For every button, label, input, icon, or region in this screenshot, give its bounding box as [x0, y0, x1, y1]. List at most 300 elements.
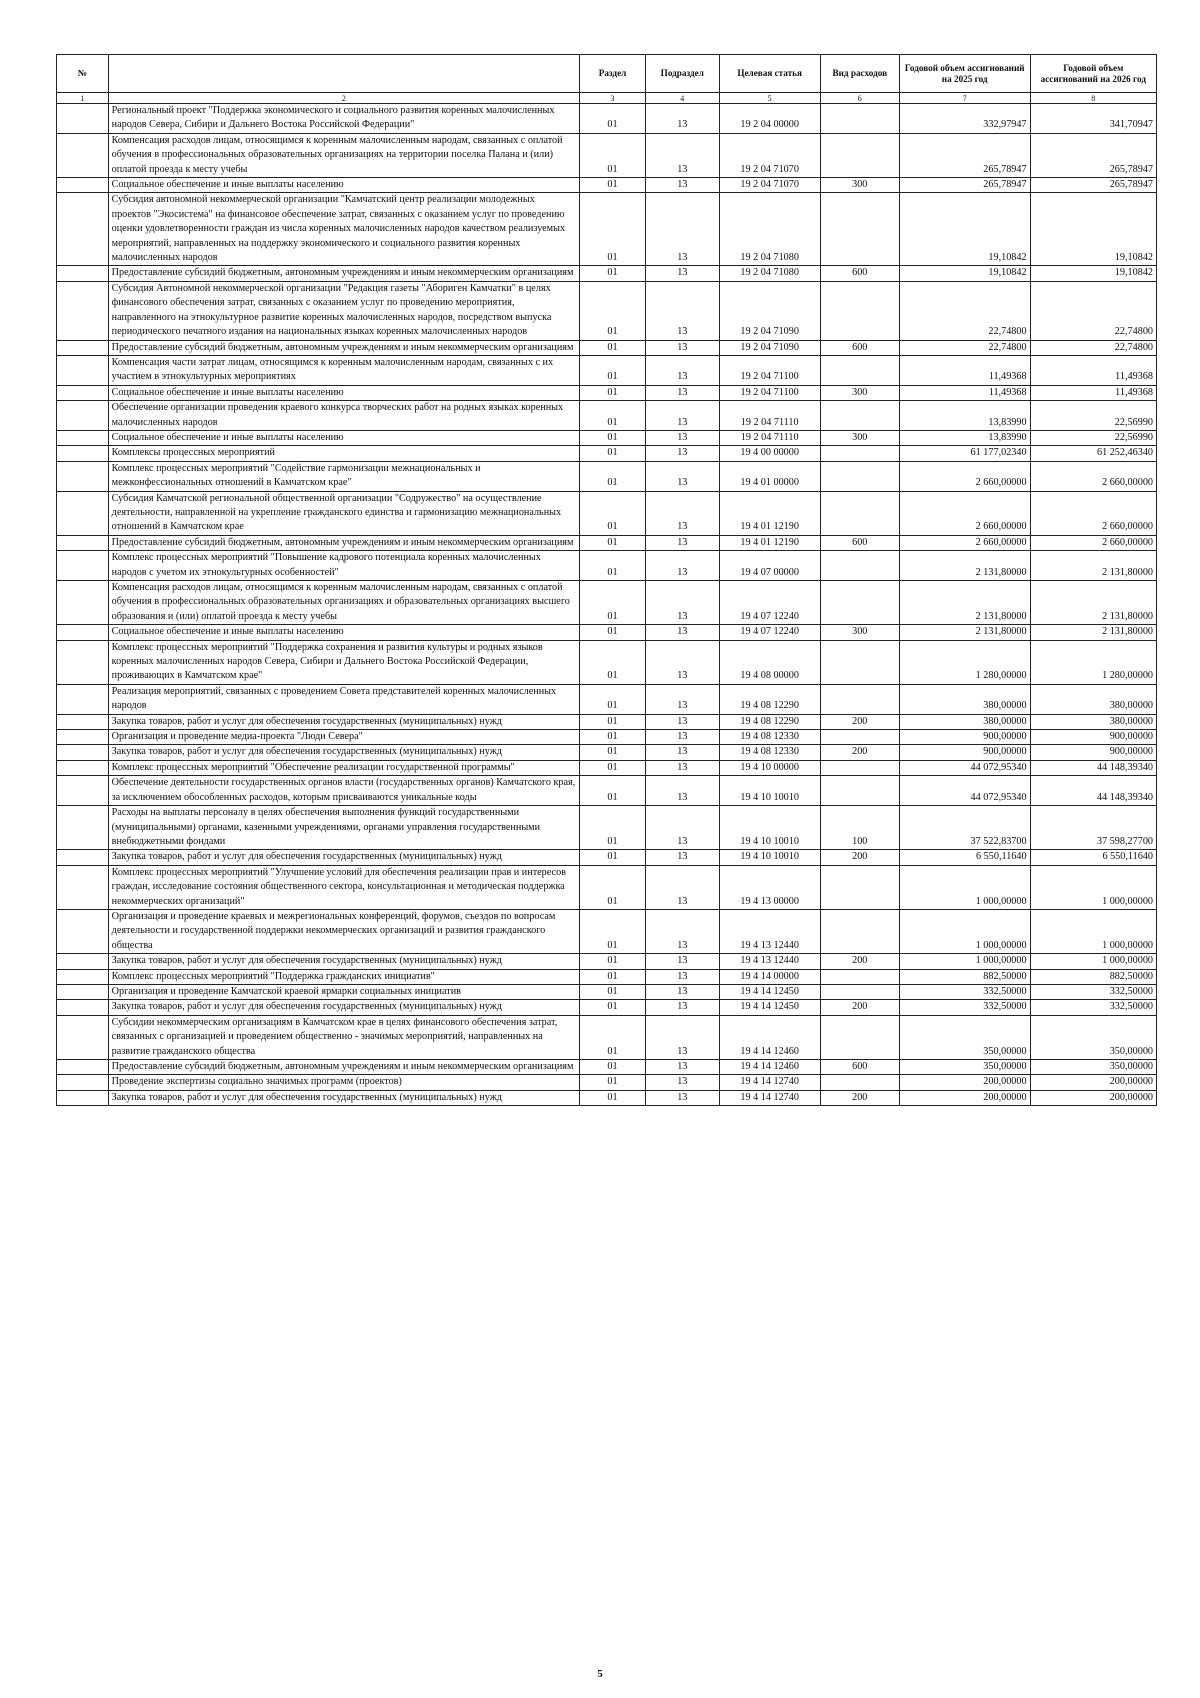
row-target-article: 19 4 01 12190	[719, 491, 820, 535]
col-description-header	[108, 55, 579, 93]
row-amount-2025: 2 131,80000	[899, 581, 1030, 625]
column-number: 7	[899, 93, 1030, 104]
row-razdel: 01	[580, 969, 646, 984]
row-amount-2026: 44 148,39340	[1030, 760, 1156, 775]
row-amount-2025: 1 280,00000	[899, 640, 1030, 684]
row-number-cell	[57, 745, 109, 760]
table-row	[57, 714, 1157, 729]
row-expense-type	[820, 401, 899, 431]
row-amount-2026: 341,70947	[1030, 104, 1156, 134]
row-amount-2026: 1 280,00000	[1030, 640, 1156, 684]
row-razdel: 01	[580, 104, 646, 134]
row-description: Комплекс процессных мероприятий "Содействие гармонизации межнациональных и межконфессиональных отношений в Камчатском крае"	[108, 461, 579, 491]
row-razdel: 01	[580, 1090, 646, 1105]
row-description: Предоставление субсидий бюджетным, автономным учреждениям и иным некоммерческим организациям	[108, 1060, 579, 1075]
row-razdel: 01	[580, 1015, 646, 1059]
row-amount-2025: 11,49368	[899, 355, 1030, 385]
row-description: Социальное обеспечение и иные выплаты населению	[108, 385, 579, 400]
row-razdel: 01	[580, 551, 646, 581]
table-row	[57, 355, 1157, 385]
row-amount-2025: 265,78947	[899, 178, 1030, 193]
table-row	[57, 760, 1157, 775]
row-amount-2026: 37 598,27700	[1030, 806, 1156, 850]
table-row	[57, 551, 1157, 581]
row-amount-2026: 350,00000	[1030, 1015, 1156, 1059]
row-number-cell	[57, 760, 109, 775]
row-target-article: 19 4 08 12330	[719, 745, 820, 760]
row-number-cell	[57, 401, 109, 431]
row-number-cell	[57, 340, 109, 355]
column-number: 2	[108, 93, 579, 104]
row-podrazdel: 13	[645, 581, 719, 625]
row-description: Субсидия Автономной некоммерческой организации "Редакция газеты "Абориген Камчатки" в целях финансового обеспечения затрат, связанных с оказанием услуг по проведению мероприятия, направленного на этнокультурное развитие коренных малочисленных народов, посредством выпуска периодического печатного издания на национальных языках коренных малочисленных народов	[108, 281, 579, 340]
row-amount-2025: 44 072,95340	[899, 776, 1030, 806]
row-description: Реализация мероприятий, связанных с проведением Совета представителей коренных малочисленных народов	[108, 684, 579, 714]
column-number: 5	[719, 93, 820, 104]
row-expense-type: 200	[820, 714, 899, 729]
row-podrazdel: 13	[645, 355, 719, 385]
row-target-article: 19 2 04 71090	[719, 281, 820, 340]
column-number: 3	[580, 93, 646, 104]
row-amount-2025: 900,00000	[899, 730, 1030, 745]
row-amount-2026: 265,78947	[1030, 133, 1156, 177]
table-row	[57, 193, 1157, 266]
table-row	[57, 461, 1157, 491]
row-target-article: 19 4 00 00000	[719, 446, 820, 461]
table-row	[57, 865, 1157, 909]
row-description: Комплексы процессных мероприятий	[108, 446, 579, 461]
row-expense-type: 200	[820, 1090, 899, 1105]
row-number-cell	[57, 193, 109, 266]
row-podrazdel: 13	[645, 865, 719, 909]
row-amount-2026: 44 148,39340	[1030, 776, 1156, 806]
row-podrazdel: 13	[645, 104, 719, 134]
row-expense-type: 100	[820, 806, 899, 850]
row-razdel: 01	[580, 491, 646, 535]
row-number-cell	[57, 984, 109, 999]
row-amount-2026: 22,74800	[1030, 281, 1156, 340]
row-number-cell	[57, 850, 109, 865]
row-description: Предоставление субсидий бюджетным, автономным учреждениям и иным некоммерческим организациям	[108, 266, 579, 281]
row-razdel: 01	[580, 1075, 646, 1090]
table-row	[57, 969, 1157, 984]
row-target-article: 19 4 13 12440	[719, 954, 820, 969]
row-target-article: 19 2 04 71110	[719, 401, 820, 431]
row-description: Субсидия автономной некоммерческой организации "Камчатский центр реализации молодежных проектов "Экосистема" на финансовое обеспечение затрат, связанных с оказанием услуг по проведению оценки удовлетворенности граждан из числа коренных малочисленных народов качеством реализуемых мероприятий, направленных на поддержку экономического и социального развития коренных малочисленных народов	[108, 193, 579, 266]
row-expense-type: 200	[820, 1000, 899, 1015]
row-amount-2026: 332,50000	[1030, 1000, 1156, 1015]
table-row	[57, 745, 1157, 760]
page-number: 5	[597, 1668, 603, 1680]
row-razdel: 01	[580, 984, 646, 999]
budget-table-sheet	[56, 54, 1156, 1106]
row-razdel: 01	[580, 133, 646, 177]
row-razdel: 01	[580, 178, 646, 193]
row-amount-2025: 2 660,00000	[899, 461, 1030, 491]
row-amount-2025: 900,00000	[899, 745, 1030, 760]
table-row	[57, 730, 1157, 745]
row-target-article: 19 4 01 00000	[719, 461, 820, 491]
row-target-article: 19 2 04 71080	[719, 193, 820, 266]
row-description: Компенсация расходов лицам, относящимся к коренным малочисленным народам, связанных с оплатой обучения в профессиональных образовательных организациях и образовательных организациях высшего образования и (или) оплатой проезда к месту учебы	[108, 581, 579, 625]
row-expense-type	[820, 984, 899, 999]
row-description: Предоставление субсидий бюджетным, автономным учреждениям и иным некоммерческим организациям	[108, 340, 579, 355]
table-row	[57, 984, 1157, 999]
row-podrazdel: 13	[645, 193, 719, 266]
row-podrazdel: 13	[645, 461, 719, 491]
row-description: Комплекс процессных мероприятий "Обеспечение реализации государственной программы"	[108, 760, 579, 775]
row-amount-2026: 22,56990	[1030, 401, 1156, 431]
row-amount-2026: 380,00000	[1030, 684, 1156, 714]
row-amount-2026: 2 660,00000	[1030, 535, 1156, 550]
budget-table	[56, 54, 1157, 1106]
row-razdel: 01	[580, 850, 646, 865]
row-amount-2025: 1 000,00000	[899, 909, 1030, 953]
column-number: 1	[57, 93, 109, 104]
row-target-article: 19 4 14 12740	[719, 1090, 820, 1105]
row-amount-2025: 332,97947	[899, 104, 1030, 134]
row-podrazdel: 13	[645, 760, 719, 775]
row-amount-2026: 200,00000	[1030, 1090, 1156, 1105]
row-amount-2025: 332,50000	[899, 1000, 1030, 1015]
row-target-article: 19 2 04 71100	[719, 355, 820, 385]
row-amount-2026: 2 131,80000	[1030, 581, 1156, 625]
row-podrazdel: 13	[645, 551, 719, 581]
column-number: 8	[1030, 93, 1156, 104]
row-podrazdel: 13	[645, 1075, 719, 1090]
row-number-cell	[57, 104, 109, 134]
row-description: Комплекс процессных мероприятий "Поддержка гражданских инициатив"	[108, 969, 579, 984]
table-body	[57, 104, 1157, 1106]
row-razdel: 01	[580, 266, 646, 281]
row-target-article: 19 4 13 00000	[719, 865, 820, 909]
row-amount-2025: 6 550,11640	[899, 850, 1030, 865]
row-razdel: 01	[580, 954, 646, 969]
row-amount-2026: 6 550,11640	[1030, 850, 1156, 865]
row-amount-2026: 900,00000	[1030, 745, 1156, 760]
column-number: 4	[645, 93, 719, 104]
table-row	[57, 1000, 1157, 1015]
col-podrazdel-header: Подраздел	[645, 55, 719, 93]
row-target-article: 19 4 10 10010	[719, 776, 820, 806]
row-expense-type: 200	[820, 850, 899, 865]
table-row	[57, 684, 1157, 714]
row-expense-type	[820, 133, 899, 177]
row-target-article: 19 2 04 00000	[719, 104, 820, 134]
row-expense-type	[820, 684, 899, 714]
row-expense-type	[820, 355, 899, 385]
row-expense-type	[820, 776, 899, 806]
row-expense-type: 600	[820, 535, 899, 550]
row-podrazdel: 13	[645, 969, 719, 984]
table-row	[57, 430, 1157, 445]
row-expense-type	[820, 1015, 899, 1059]
row-amount-2025: 350,00000	[899, 1060, 1030, 1075]
table-row	[57, 491, 1157, 535]
row-expense-type: 300	[820, 178, 899, 193]
row-amount-2025: 2 660,00000	[899, 535, 1030, 550]
row-amount-2026: 2 660,00000	[1030, 461, 1156, 491]
table-row	[57, 1060, 1157, 1075]
row-description: Закупка товаров, работ и услуг для обеспечения государственных (муниципальных) нужд	[108, 850, 579, 865]
row-amount-2026: 380,00000	[1030, 714, 1156, 729]
row-description: Региональный проект "Поддержка экономического и социального развития коренных малочисленных народов Севера, Сибири и Дальнего Востока Российской Федерации"	[108, 104, 579, 134]
row-expense-type	[820, 193, 899, 266]
row-amount-2025: 22,74800	[899, 281, 1030, 340]
row-number-cell	[57, 954, 109, 969]
row-target-article: 19 4 14 00000	[719, 969, 820, 984]
col-expense-type-header: Вид расходов	[820, 55, 899, 93]
row-razdel: 01	[580, 625, 646, 640]
row-razdel: 01	[580, 730, 646, 745]
row-target-article: 19 4 08 12330	[719, 730, 820, 745]
row-target-article: 19 4 10 10010	[719, 806, 820, 850]
row-amount-2025: 61 177,02340	[899, 446, 1030, 461]
row-podrazdel: 13	[645, 401, 719, 431]
row-amount-2025: 1 000,00000	[899, 865, 1030, 909]
col-number-header: №	[57, 55, 109, 93]
row-expense-type: 300	[820, 430, 899, 445]
row-target-article: 19 4 10 10010	[719, 850, 820, 865]
row-target-article: 19 2 04 71080	[719, 266, 820, 281]
row-amount-2025: 13,83990	[899, 401, 1030, 431]
row-number-cell	[57, 551, 109, 581]
row-description: Закупка товаров, работ и услуг для обеспечения государственных (муниципальных) нужд	[108, 1000, 579, 1015]
row-amount-2025: 2 131,80000	[899, 625, 1030, 640]
row-expense-type: 600	[820, 340, 899, 355]
row-description: Комплекс процессных мероприятий "Улучшение условий для обеспечения реализации прав и интересов граждан, исследование состояния общественного сектора, консультационная и методическая поддержка некоммерческих организаций"	[108, 865, 579, 909]
row-razdel: 01	[580, 385, 646, 400]
row-amount-2026: 19,10842	[1030, 266, 1156, 281]
row-amount-2026: 1 000,00000	[1030, 865, 1156, 909]
row-number-cell	[57, 1060, 109, 1075]
table-row	[57, 535, 1157, 550]
row-amount-2025: 2 131,80000	[899, 551, 1030, 581]
row-podrazdel: 13	[645, 625, 719, 640]
row-podrazdel: 13	[645, 446, 719, 461]
row-expense-type	[820, 551, 899, 581]
row-number-cell	[57, 491, 109, 535]
table-row	[57, 266, 1157, 281]
row-number-cell	[57, 266, 109, 281]
row-razdel: 01	[580, 1000, 646, 1015]
row-razdel: 01	[580, 281, 646, 340]
row-target-article: 19 4 08 00000	[719, 640, 820, 684]
row-target-article: 19 4 13 12440	[719, 909, 820, 953]
row-expense-type	[820, 640, 899, 684]
row-amount-2026: 2 131,80000	[1030, 551, 1156, 581]
row-target-article: 19 2 04 71100	[719, 385, 820, 400]
row-razdel: 01	[580, 909, 646, 953]
row-amount-2026: 19,10842	[1030, 193, 1156, 266]
row-number-cell	[57, 355, 109, 385]
row-target-article: 19 4 14 12450	[719, 1000, 820, 1015]
row-amount-2025: 200,00000	[899, 1075, 1030, 1090]
row-amount-2026: 1 000,00000	[1030, 954, 1156, 969]
row-target-article: 19 4 07 12240	[719, 581, 820, 625]
row-target-article: 19 4 14 12450	[719, 984, 820, 999]
row-amount-2026: 22,74800	[1030, 340, 1156, 355]
row-target-article: 19 4 01 12190	[719, 535, 820, 550]
row-podrazdel: 13	[645, 133, 719, 177]
row-target-article: 19 4 14 12460	[719, 1060, 820, 1075]
row-expense-type	[820, 281, 899, 340]
row-description: Закупка товаров, работ и услуг для обеспечения государственных (муниципальных) нужд	[108, 1090, 579, 1105]
row-razdel: 01	[580, 640, 646, 684]
row-expense-type	[820, 461, 899, 491]
row-amount-2025: 11,49368	[899, 385, 1030, 400]
row-expense-type: 200	[820, 745, 899, 760]
row-description: Комплекс процессных мероприятий "Поддержка сохранения и развития культуры и родных языков коренных малочисленных народов Севера, Сибири и Дальнего Востока Российской Федерации, проживающих в Камчатском крае"	[108, 640, 579, 684]
row-target-article: 19 4 08 12290	[719, 684, 820, 714]
row-number-cell	[57, 714, 109, 729]
row-description: Закупка товаров, работ и услуг для обеспечения государственных (муниципальных) нужд	[108, 954, 579, 969]
row-number-cell	[57, 1075, 109, 1090]
table-row	[57, 909, 1157, 953]
table-row	[57, 281, 1157, 340]
row-description: Социальное обеспечение и иные выплаты населению	[108, 430, 579, 445]
row-description: Закупка товаров, работ и услуг для обеспечения государственных (муниципальных) нужд	[108, 745, 579, 760]
row-podrazdel: 13	[645, 850, 719, 865]
row-podrazdel: 13	[645, 1000, 719, 1015]
row-description: Предоставление субсидий бюджетным, автономным учреждениям и иным некоммерческим организациям	[108, 535, 579, 550]
table-row	[57, 104, 1157, 134]
col-2025-header: Годовой объем ассигнований на 2025 год	[899, 55, 1030, 93]
row-expense-type	[820, 491, 899, 535]
row-podrazdel: 13	[645, 714, 719, 729]
row-razdel: 01	[580, 340, 646, 355]
row-description: Обеспечение организации проведения краевого конкурса творческих работ на родных языках коренных малочисленных народов	[108, 401, 579, 431]
row-description: Обеспечение деятельности государственных органов власти (государственных органов) Камчатского края, за исключением обособленных расходов, которым присваиваются уникальные коды	[108, 776, 579, 806]
row-target-article: 19 4 08 12290	[719, 714, 820, 729]
row-description: Закупка товаров, работ и услуг для обеспечения государственных (муниципальных) нужд	[108, 714, 579, 729]
row-expense-type	[820, 969, 899, 984]
row-razdel: 01	[580, 1060, 646, 1075]
row-number-cell	[57, 640, 109, 684]
row-amount-2025: 19,10842	[899, 266, 1030, 281]
row-amount-2026: 265,78947	[1030, 178, 1156, 193]
row-expense-type	[820, 760, 899, 775]
row-expense-type	[820, 104, 899, 134]
row-description: Проведение экспертизы социально значимых программ (проектов)	[108, 1075, 579, 1090]
row-number-cell	[57, 625, 109, 640]
table-row	[57, 401, 1157, 431]
row-razdel: 01	[580, 714, 646, 729]
table-row	[57, 446, 1157, 461]
row-podrazdel: 13	[645, 684, 719, 714]
row-expense-type	[820, 865, 899, 909]
row-podrazdel: 13	[645, 776, 719, 806]
row-razdel: 01	[580, 355, 646, 385]
row-number-cell	[57, 865, 109, 909]
row-target-article: 19 4 14 12740	[719, 1075, 820, 1090]
row-amount-2025: 13,83990	[899, 430, 1030, 445]
row-number-cell	[57, 446, 109, 461]
row-amount-2026: 22,56990	[1030, 430, 1156, 445]
row-razdel: 01	[580, 430, 646, 445]
row-amount-2026: 200,00000	[1030, 1075, 1156, 1090]
row-razdel: 01	[580, 446, 646, 461]
row-number-cell	[57, 385, 109, 400]
row-podrazdel: 13	[645, 1090, 719, 1105]
row-description: Социальное обеспечение и иные выплаты населению	[108, 625, 579, 640]
row-amount-2026: 2 660,00000	[1030, 491, 1156, 535]
row-number-cell	[57, 1090, 109, 1105]
row-amount-2026: 332,50000	[1030, 984, 1156, 999]
row-number-cell	[57, 178, 109, 193]
row-podrazdel: 13	[645, 430, 719, 445]
row-description: Организация и проведение Камчатской краевой ярмарки социальных инициатив	[108, 984, 579, 999]
row-razdel: 01	[580, 193, 646, 266]
row-razdel: 01	[580, 461, 646, 491]
row-expense-type: 600	[820, 1060, 899, 1075]
row-podrazdel: 13	[645, 806, 719, 850]
table-row	[57, 340, 1157, 355]
row-target-article: 19 4 07 00000	[719, 551, 820, 581]
table-row	[57, 133, 1157, 177]
row-expense-type: 200	[820, 954, 899, 969]
row-podrazdel: 13	[645, 1060, 719, 1075]
row-podrazdel: 13	[645, 984, 719, 999]
row-razdel: 01	[580, 760, 646, 775]
row-podrazdel: 13	[645, 178, 719, 193]
row-description: Компенсация расходов лицам, относящимся к коренным малочисленным народам, связанных с оплатой обучения в профессиональных образовательных организациях на территории поселка Палана и (или) оплатой проезда к месту учебы	[108, 133, 579, 177]
row-razdel: 01	[580, 684, 646, 714]
row-number-cell	[57, 684, 109, 714]
row-description: Субсидия Камчатской региональной общественной организации "Содружество" на осуществление деятельности, направленной на укрепление гражданского единства и гармонизацию межнациональных отношений в Камчатском крае	[108, 491, 579, 535]
row-target-article: 19 2 04 71070	[719, 133, 820, 177]
table-row	[57, 954, 1157, 969]
row-amount-2026: 350,00000	[1030, 1060, 1156, 1075]
row-podrazdel: 13	[645, 266, 719, 281]
table-row	[57, 385, 1157, 400]
row-amount-2025: 265,78947	[899, 133, 1030, 177]
row-podrazdel: 13	[645, 281, 719, 340]
row-number-cell	[57, 909, 109, 953]
row-description: Комплекс процессных мероприятий "Повышение кадрового потенциала коренных малочисленных народов с учетом их этнокультурных особенностей"	[108, 551, 579, 581]
row-number-cell	[57, 581, 109, 625]
row-podrazdel: 13	[645, 730, 719, 745]
row-description: Расходы на выплаты персоналу в целях обеспечения выполнения функций государственными (муниципальными) органами, казенными учреждениями, органами управления государственными внебюджетными фондами	[108, 806, 579, 850]
row-podrazdel: 13	[645, 1015, 719, 1059]
row-podrazdel: 13	[645, 954, 719, 969]
row-amount-2025: 332,50000	[899, 984, 1030, 999]
row-description: Компенсация части затрат лицам, относящимся к коренным малочисленным народам, связанных с их участием в этнокультурных мероприятиях	[108, 355, 579, 385]
row-number-cell	[57, 730, 109, 745]
row-target-article: 19 2 04 71110	[719, 430, 820, 445]
table-row	[57, 178, 1157, 193]
row-amount-2026: 900,00000	[1030, 730, 1156, 745]
row-number-cell	[57, 535, 109, 550]
table-row	[57, 1075, 1157, 1090]
table-row	[57, 640, 1157, 684]
row-expense-type: 600	[820, 266, 899, 281]
row-number-cell	[57, 281, 109, 340]
row-razdel: 01	[580, 581, 646, 625]
table-row	[57, 850, 1157, 865]
row-amount-2025: 350,00000	[899, 1015, 1030, 1059]
table-row	[57, 1090, 1157, 1105]
row-expense-type	[820, 730, 899, 745]
header-row	[57, 55, 1157, 93]
row-amount-2026: 61 252,46340	[1030, 446, 1156, 461]
row-amount-2026: 2 131,80000	[1030, 625, 1156, 640]
row-razdel: 01	[580, 745, 646, 760]
row-amount-2026: 11,49368	[1030, 355, 1156, 385]
row-razdel: 01	[580, 806, 646, 850]
table-row	[57, 1015, 1157, 1059]
row-razdel: 01	[580, 401, 646, 431]
